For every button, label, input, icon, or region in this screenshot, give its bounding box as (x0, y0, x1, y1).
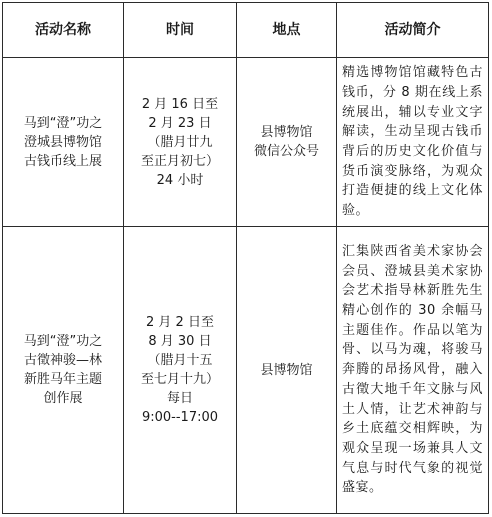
activity-name-line: 马到“澄”功之 (23, 115, 103, 131)
activity-name-cell (3, 227, 124, 513)
time-line: 至正月初七） (140, 153, 219, 169)
place-line: 县博物馆 (260, 125, 313, 140)
time-line: 2 月 16 日至 (141, 96, 219, 112)
activity-name-line: 古钱币线上展 (23, 153, 102, 169)
time-line: （腊月廿九 (147, 134, 213, 150)
activity-name-line: 马到“澄”功之 (23, 334, 103, 349)
activity-name-line: 创作展 (43, 391, 83, 406)
activity-name-cell (3, 58, 124, 226)
time-line: 8 月 30 日 (148, 334, 212, 349)
place-line: 微信公众号 (253, 144, 319, 159)
time-line: 9:00--17:00 (141, 410, 219, 425)
intro-cell (337, 227, 488, 513)
activity-name-line: 古徵神骏—林 (23, 353, 102, 368)
time-line: 每日 (166, 391, 193, 406)
activity-name-line: 澄城县博物馆 (23, 134, 102, 150)
time-cell (124, 227, 237, 513)
place-cell (237, 58, 337, 226)
time-line: 2 月 2 日至 (146, 315, 214, 330)
intro-text: 汇集陕西省美术家协会会员、澄城县美术家协会艺术指导林新胜先生精心创作的 30 余幅马主题佳作。作品以笔为骨、以马为魂，将骏马奔腾的昂扬风骨，融入古徵大地千年文脉与风土人情，让艺术神韵与乡土底蕴交相辉映，为观众呈现一场兼具人文气息与时代气象的视觉盛宴。 (342, 243, 483, 496)
header-activity-name: 活动名称 (3, 3, 124, 57)
place-line: 县博物馆 (260, 362, 313, 378)
place-cell (237, 227, 337, 513)
time-line: 24 小时 (156, 172, 204, 188)
time-line: 2 月 23 日 (148, 115, 212, 131)
time-line: 至七月十九） (140, 372, 219, 387)
table-row (3, 58, 488, 227)
time-cell (124, 58, 237, 226)
table-row (3, 227, 488, 513)
header-place: 地点 (237, 3, 337, 57)
activity-name-line: 新胜马年主题 (23, 372, 102, 387)
intro-cell (337, 58, 488, 226)
table-header-row (3, 3, 488, 58)
header-time: 时间 (124, 3, 237, 57)
header-intro: 活动简介 (384, 21, 441, 38)
activity-table (2, 2, 489, 514)
time-line: （腊月十五 (147, 353, 213, 368)
intro-text: 精选博物馆馆藏特色古钱币，分 8 期在线上系统展出，辅以专业文字解读，生动呈现古钱币背后的历史文化价值与货币演变脉络，为观众打造便捷的线上文化体验。 (342, 65, 483, 219)
